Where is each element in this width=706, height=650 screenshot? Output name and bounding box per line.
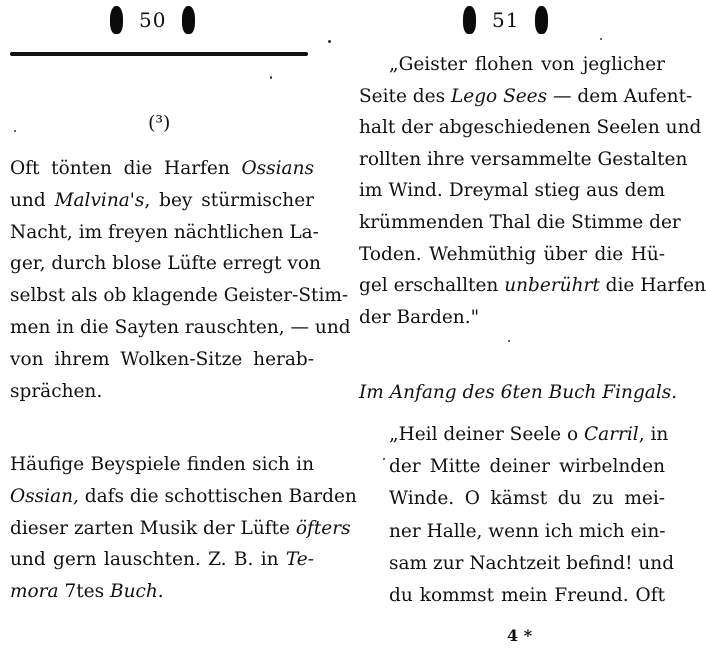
text-line [389, 486, 665, 512]
text-run: sam zur Nachtzeit befind! und [389, 552, 675, 574]
text-line [359, 210, 681, 236]
italic-text: Buch. [109, 581, 164, 603]
text-run: Nacht, im freyen nächtlichen La- [10, 221, 319, 243]
ink-ornament-right [535, 6, 548, 34]
italic-text: Ossians [241, 158, 314, 179]
heading-line [359, 380, 678, 406]
italic-text: mora [10, 581, 59, 603]
left-page-header [110, 4, 195, 36]
text-run: — dem Aufent- [547, 85, 693, 107]
text-line [359, 115, 702, 141]
text-run: „Heil deiner Seele o [389, 424, 585, 445]
text-line [10, 379, 314, 405]
text-line [10, 188, 314, 214]
italic-text: Lego Sees [450, 85, 548, 107]
heading-text: Im Anfang des 6ten Buch Fingals. [359, 382, 678, 403]
text-line [10, 283, 349, 309]
text-line [10, 547, 314, 573]
text-line [389, 551, 675, 577]
paper-speck [508, 340, 510, 342]
text-line [10, 579, 314, 605]
footnote-marker: (³) [148, 112, 171, 134]
text-run: dieser zarten Musik der Lüfte [10, 517, 296, 539]
text-line [389, 422, 669, 448]
text-run: Toden. Wehmüthig über die Hü- [359, 243, 665, 265]
paper-speck [600, 38, 602, 40]
text-run: du kommst mein Freund. Oft [389, 585, 665, 606]
paper-speck [14, 130, 16, 132]
text-line [10, 156, 314, 182]
text-line [359, 305, 665, 331]
left-page-number: 50 [139, 8, 167, 32]
italic-text: Carril [584, 424, 639, 445]
text-run: sprächen. [10, 380, 103, 402]
text-line [10, 315, 351, 341]
text-line [359, 242, 665, 268]
text-line [10, 452, 314, 478]
text-run: halt der abgeschiedenen Seelen und [359, 117, 702, 139]
header-rule [10, 52, 308, 56]
text-run: rollten ihre versammelte Gestalten [359, 148, 688, 170]
text-run: selbst als ob klagende Geister-Stim- [10, 285, 349, 307]
text-run: ger, durch blose Lüfte erregt von [10, 253, 321, 275]
ink-ornament-left [110, 6, 123, 34]
text-run: gel erschallten [359, 275, 505, 297]
text-run: ner Halle, wenn ich mich ein- [389, 520, 666, 542]
italic-text: Malvina's [54, 189, 145, 211]
text-run: der Mitte deiner wirbelnden [389, 456, 665, 478]
text-line [10, 484, 357, 510]
text-line [389, 583, 665, 609]
text-run: , in [638, 424, 669, 445]
ink-ornament-right [182, 6, 195, 34]
text-line [10, 220, 319, 246]
text-run: der Barden." [359, 306, 480, 328]
catchword: 4 * [507, 626, 533, 645]
text-run: Häufige Beyspiele finden sich in [10, 454, 314, 475]
text-run: men in die Sayten rauschten, — und [10, 317, 351, 338]
text-run: und [10, 189, 55, 211]
italic-text: öfters [295, 517, 351, 539]
right-page-header [463, 4, 548, 36]
text-line [10, 347, 314, 373]
right-page [341, 0, 706, 650]
text-run: Oft tönten die Harfen [10, 158, 242, 179]
text-line [10, 516, 351, 542]
text-run: Winde. O kämst du zu mei- [389, 488, 665, 510]
italic-text: unberührt [504, 275, 600, 297]
paper-speck [328, 40, 331, 43]
text-line [359, 178, 665, 204]
text-line [359, 147, 688, 173]
italic-text: Ossian, [10, 485, 79, 507]
text-run: , bey stürmischer [144, 189, 314, 211]
text-run: Seite des [359, 85, 451, 107]
paper-speck [383, 458, 385, 460]
text-run: 7tes [58, 581, 110, 603]
text-run: von ihrem Wolken-Sitze herab- [10, 348, 314, 370]
right-page-number: 51 [492, 8, 520, 32]
italic-text: Te- [285, 549, 314, 571]
text-run: „Geister flohen von jeglicher [389, 54, 665, 75]
text-run: im Wind. Dreymal stieg aus dem [359, 180, 665, 202]
text-run: krümmenden Thal die Stimme der [359, 212, 681, 233]
paper-speck [270, 76, 272, 79]
ink-ornament-left [463, 6, 476, 34]
text-run: die Harfen [599, 275, 706, 297]
text-line [389, 454, 665, 480]
text-run: und gern lauschten. Z. B. in [10, 549, 286, 571]
text-line [389, 52, 665, 78]
text-line [359, 273, 706, 299]
text-run: dafs die schottischen Barden [78, 485, 357, 507]
text-line [10, 251, 321, 277]
text-line [389, 519, 665, 545]
text-line [359, 84, 693, 110]
